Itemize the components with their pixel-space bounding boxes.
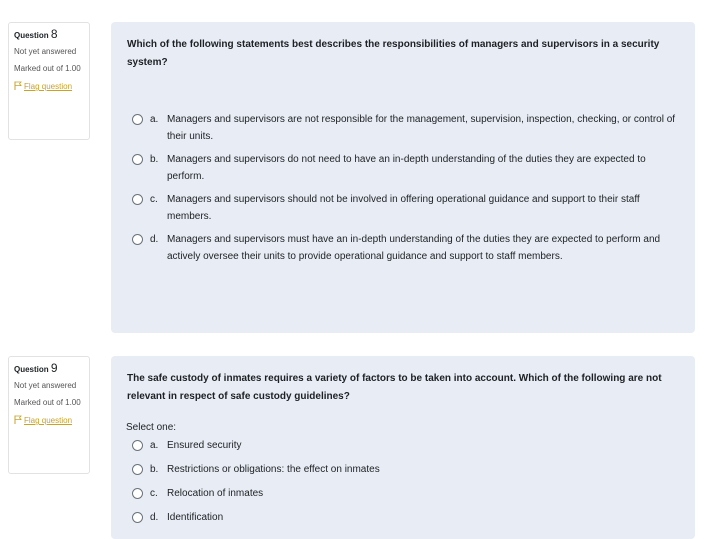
question-number: Question 9 <box>14 361 58 375</box>
answer-option-c[interactable]: c. Managers and supervisors should not be involved in offering operational guidance and support to their staff members. <box>126 191 679 225</box>
question-grade: Marked out of 1.00 <box>14 64 81 73</box>
radio-button[interactable] <box>132 464 143 475</box>
radio-button[interactable] <box>132 154 143 165</box>
answer-text: Ensured security <box>167 440 242 451</box>
question-grade: Marked out of 1.00 <box>14 398 81 407</box>
question-info <box>8 22 90 140</box>
answer-option-a[interactable]: a. Ensured security <box>126 437 679 454</box>
question-info <box>8 356 90 474</box>
flag-icon <box>14 81 22 90</box>
question-text: The safe custody of inmates requires a variety of factors to be taken into account. Which of the following are not relevant in respect of safe custody guidelines? <box>127 373 662 402</box>
answer-option-b[interactable]: b. Restrictions or obligations: the effect on inmates <box>126 461 679 478</box>
question-state: Not yet answered <box>14 47 77 56</box>
answer-option-b[interactable]: b. Managers and supervisors do not need to have an in-depth understanding of the duties they are expected to perform. <box>126 151 679 185</box>
radio-button[interactable] <box>132 512 143 523</box>
flag-question-link[interactable] <box>14 415 84 427</box>
answer-option-d[interactable]: d. Managers and supervisors must have an in-depth understanding of the duties they are expected to perform and actively oversee their units to provide operational guidance and support to staff members. <box>126 231 679 265</box>
answer-text: Restrictions or obligations: the effect on inmates <box>167 464 380 475</box>
answer-list <box>126 111 679 265</box>
question-content <box>111 356 695 539</box>
question-state: Not yet answered <box>14 381 77 390</box>
flag-question-label: Flag question <box>24 82 73 91</box>
answer-text: Managers and supervisors do not need to have an in-depth understanding of the duties they are expected to perform. <box>167 154 646 182</box>
question-content <box>111 22 695 333</box>
answer-option-a[interactable]: a. Managers and supervisors are not responsible for the management, supervision, inspection, checking, or control of their units. <box>126 111 679 145</box>
radio-button[interactable] <box>132 488 143 499</box>
radio-button[interactable] <box>132 114 143 125</box>
answer-list <box>126 437 679 526</box>
answer-text: Relocation of inmates <box>167 488 264 499</box>
radio-button[interactable] <box>132 194 143 205</box>
flag-icon <box>14 415 22 424</box>
question-text: Which of the following statements best describes the responsibilities of managers and supervisors in a security system? <box>127 39 660 68</box>
answer-text: Managers and supervisors must have an in-depth understanding of the duties they are expected to perform and actively oversee their units to provide operational guidance and support to staff members. <box>167 234 661 262</box>
answer-option-d[interactable]: d. Identification <box>126 509 679 526</box>
answer-option-c[interactable]: c. Relocation of inmates <box>126 485 679 502</box>
answer-text: Managers and supervisors should not be involved in offering operational guidance and support to their staff members. <box>167 194 640 222</box>
answer-text: Managers and supervisors are not responsible for the management, supervision, inspection, checking, or control of their units. <box>167 114 676 142</box>
radio-button[interactable] <box>132 234 143 245</box>
select-one-prompt: Select one: <box>126 422 177 433</box>
question-number: Question 8 <box>14 27 58 41</box>
answer-text: Identification <box>167 512 224 523</box>
flag-question-label: Flag question <box>24 416 73 425</box>
radio-button[interactable] <box>132 440 143 451</box>
flag-question-link[interactable] <box>14 81 84 93</box>
